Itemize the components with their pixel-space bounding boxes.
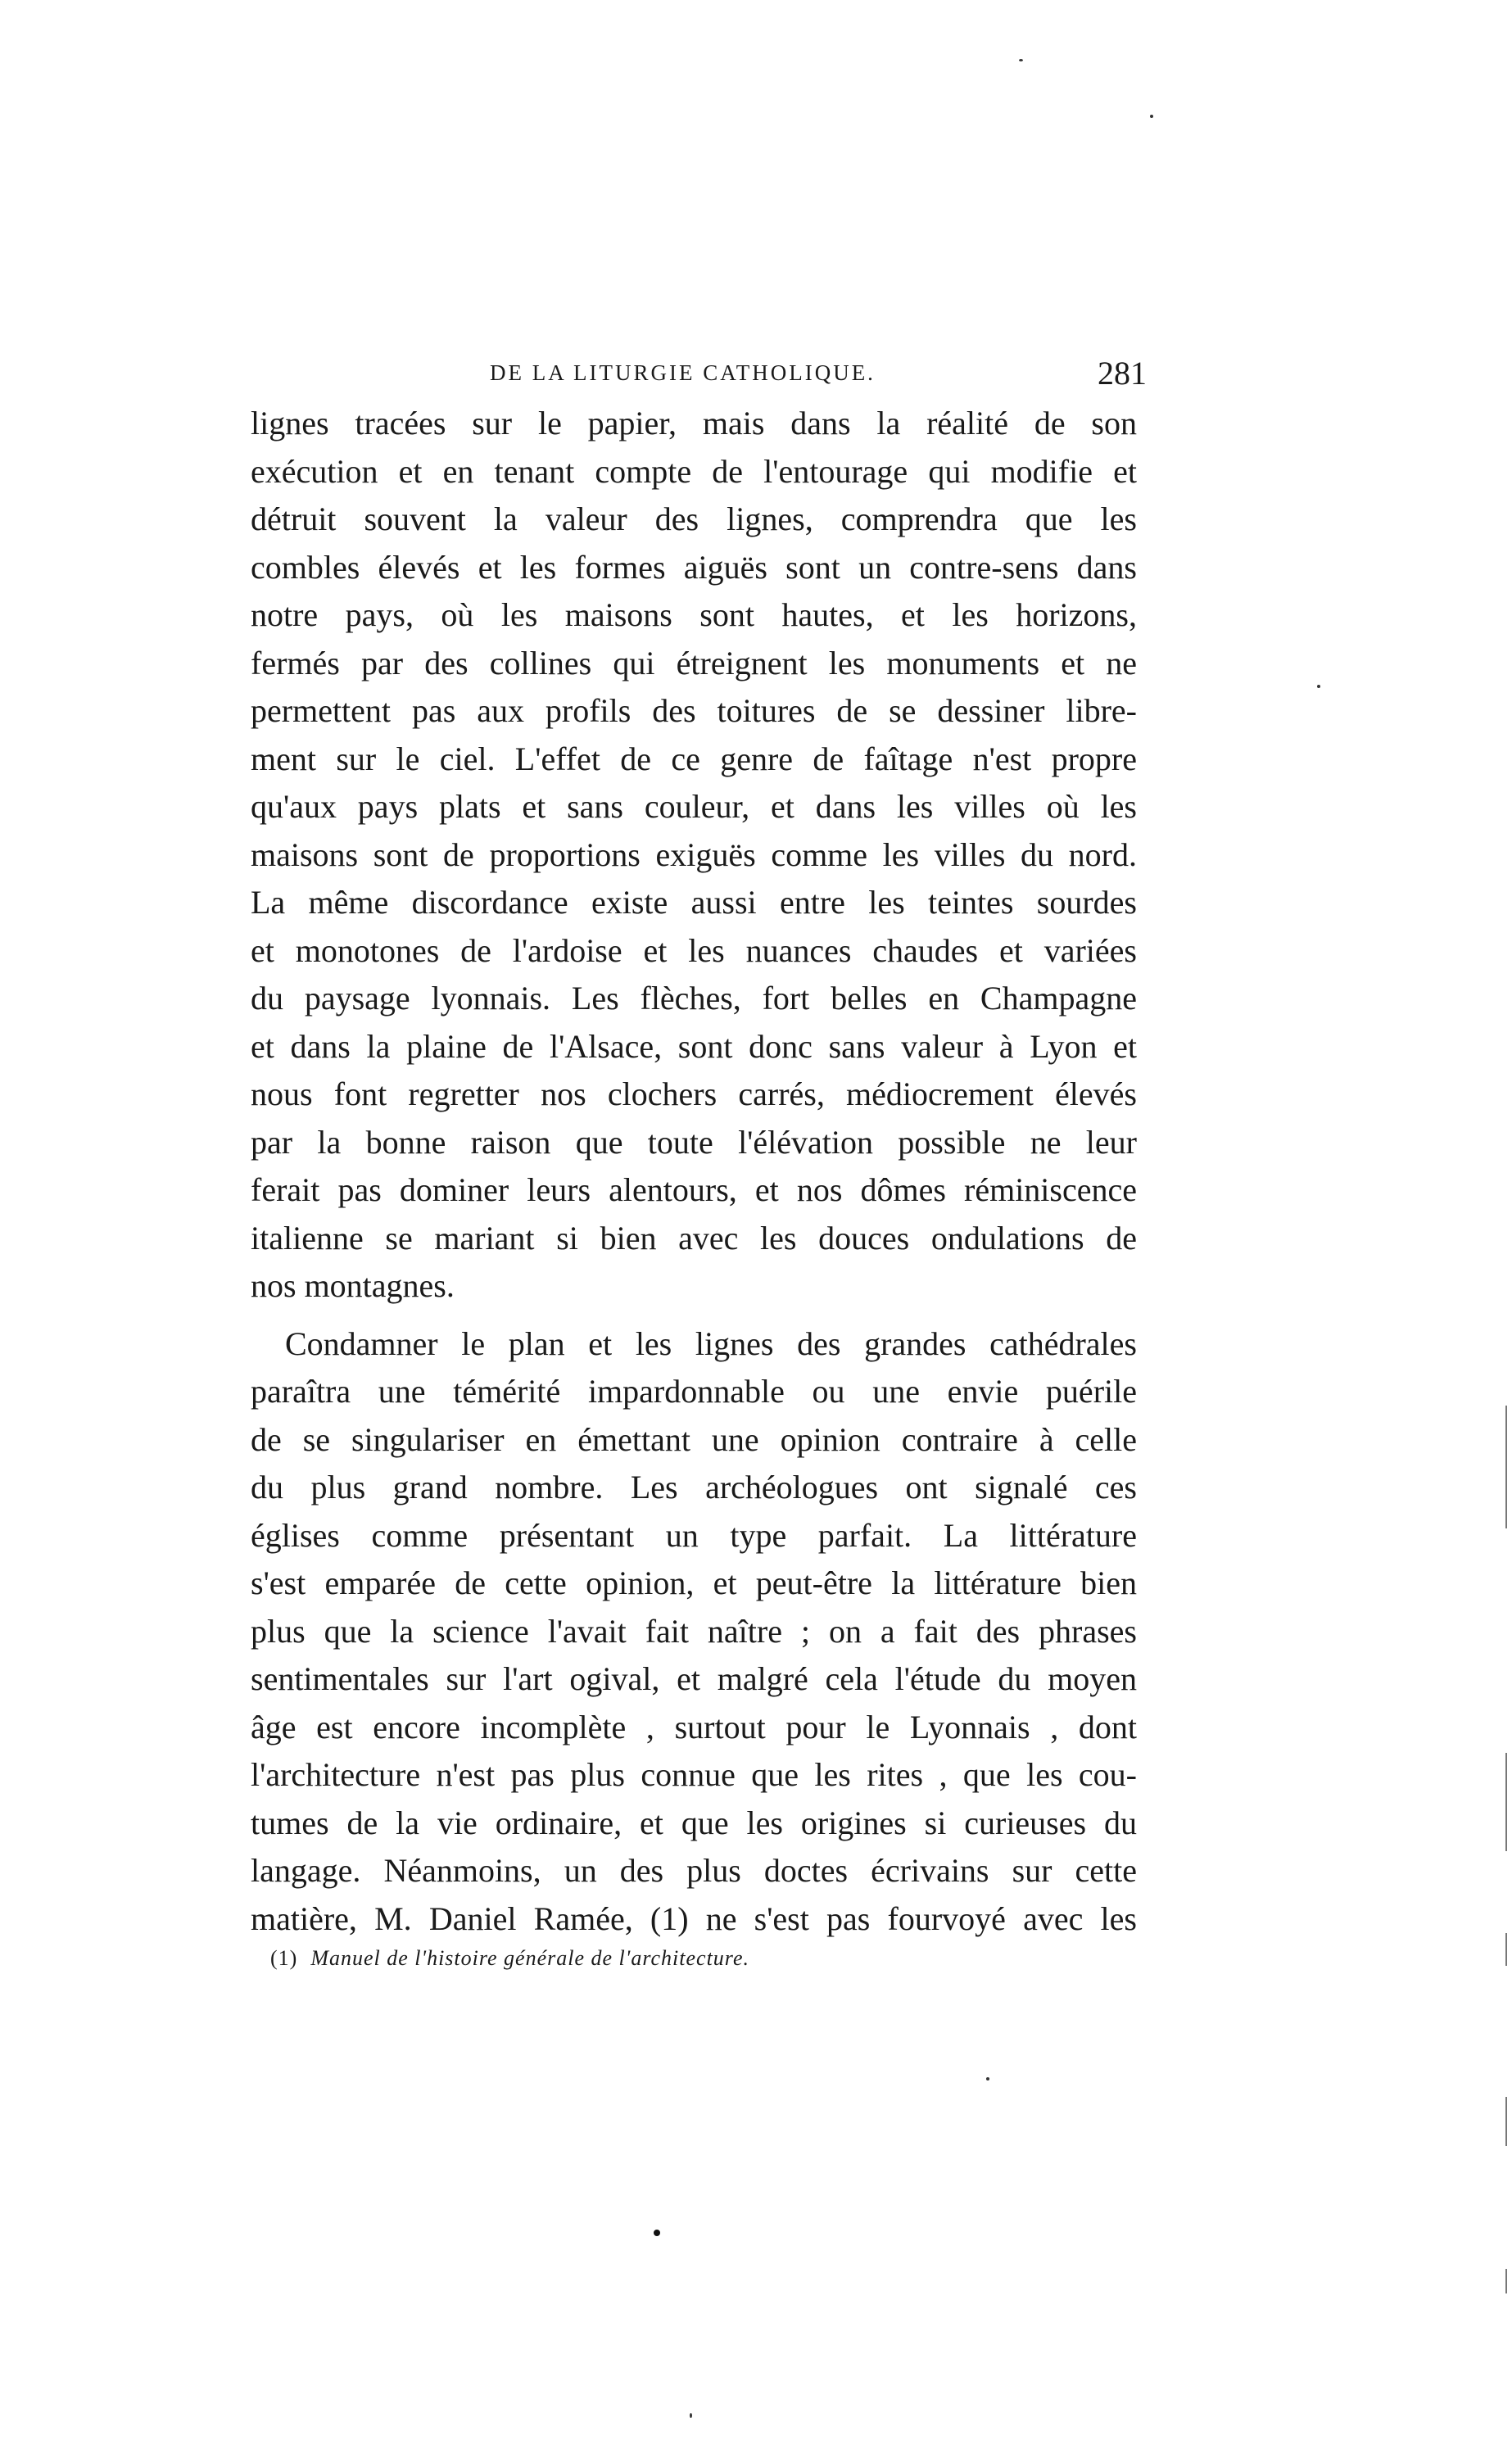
text-line: détruit souvent la valeur des lignes, comprendra que les (251, 500, 1137, 537)
scan-speck (690, 2413, 692, 2418)
text-line: fermés par des collines qui étreignent les monuments et ne (251, 644, 1137, 681)
text-line: nous font regretter nos clochers carrés, médiocrement élevés (251, 1075, 1137, 1112)
scan-edge-mark (1505, 1753, 1507, 1851)
text-line: matière, M. Daniel Ramée, (1) ne s'est pas fourvoyé avec les (251, 1899, 1137, 1937)
footnote (270, 1946, 749, 1971)
footnote-text: Manuel de l'histoire générale de l'architecture. (310, 1946, 749, 1970)
text-line: l'architecture n'est pas plus connue que les rites , que les cou- (251, 1756, 1137, 1793)
scan-speck (1317, 685, 1320, 688)
text-line: par la bonne raison que toute l'élévation possible ne leur (251, 1123, 1137, 1161)
running-head (490, 354, 1147, 395)
scan-edge-mark (1505, 1933, 1507, 1966)
text-line: ment sur le ciel. L'effet de ce genre de faîtage n'est propre (251, 740, 1137, 777)
text-line: lignes tracées sur le papier, mais dans la réalité de son (251, 405, 1137, 441)
running-title: DE LA LITURGIE CATHOLIQUE. (490, 360, 876, 385)
text-line: maisons sont de proportions exiguës comme les villes du nord. (251, 835, 1137, 873)
text-line: tumes de la vie ordinaire, et que les origines si curieuses du (251, 1804, 1137, 1841)
text-line: s'est emparée de cette opinion, et peut-être la littérature bien (251, 1564, 1137, 1601)
text-line: paraîtra une témérité impardonnable ou une envie puérile (251, 1373, 1137, 1410)
scan-speck (1019, 59, 1023, 61)
text-line: ferait pas dominer leurs alentours, et nos dômes réminiscence (251, 1171, 1137, 1208)
scan-speck (1150, 115, 1153, 118)
text-line: du plus grand nombre. Les archéologues ont signalé ces (251, 1469, 1137, 1505)
text-line: nos montagnes. (251, 1267, 455, 1304)
text-line: Condamner le plan et les lignes des grandes cathédrales (285, 1324, 1137, 1362)
scan-edge-mark (1505, 2269, 1507, 2293)
text-line: de se singulariser en émettant une opinion contraire à celle (251, 1420, 1137, 1458)
text-line: italienne se mariant si bien avec les douces ondulations de (251, 1219, 1137, 1256)
text-line: et dans la plaine de l'Alsace, sont donc sans valeur à Lyon et (251, 1027, 1137, 1065)
footnote-marker: (1) (270, 1946, 298, 1970)
text-line: notre pays, où les maisons sont hautes, et les horizons, (251, 596, 1137, 633)
text-line: permettent pas aux profils des toitures de se dessiner libre- (251, 692, 1137, 729)
text-line: La même discordance existe aussi entre les teintes sourdes (251, 884, 1137, 921)
body-text (251, 400, 1137, 1943)
text-line: combles élevés et les formes aiguës sont un contre-sens dans (251, 548, 1137, 586)
text-line: sentimentales sur l'art ogival, et malgré cela l'étude du moyen (251, 1660, 1137, 1697)
scan-edge-mark (1505, 2097, 1507, 2146)
text-line: plus que la science l'avait fait naître ; on a fait des phrases (251, 1612, 1137, 1650)
text-line: et monotones de l'ardoise et les nuances chaudes et variées (251, 931, 1137, 969)
text-line: églises comme présentant un type parfait. La littérature (251, 1516, 1137, 1554)
text-line: qu'aux pays plats et sans couleur, et dans les villes où les (251, 788, 1137, 825)
text-line: langage. Néanmoins, un des plus doctes écrivains sur cette (251, 1852, 1137, 1889)
text-line: âge est encore incomplète , surtout pour le Lyonnais , dont (251, 1708, 1137, 1745)
scan-edge-mark (1505, 1406, 1507, 1528)
page-number: 281 (1098, 355, 1147, 392)
text-line: du paysage lyonnais. Les flèches, fort belles en Champagne (251, 980, 1137, 1016)
text-line: exécution et en tenant compte de l'entourage qui modifie et (251, 452, 1137, 490)
scan-speck (654, 2230, 660, 2236)
scan-speck (986, 2077, 989, 2081)
